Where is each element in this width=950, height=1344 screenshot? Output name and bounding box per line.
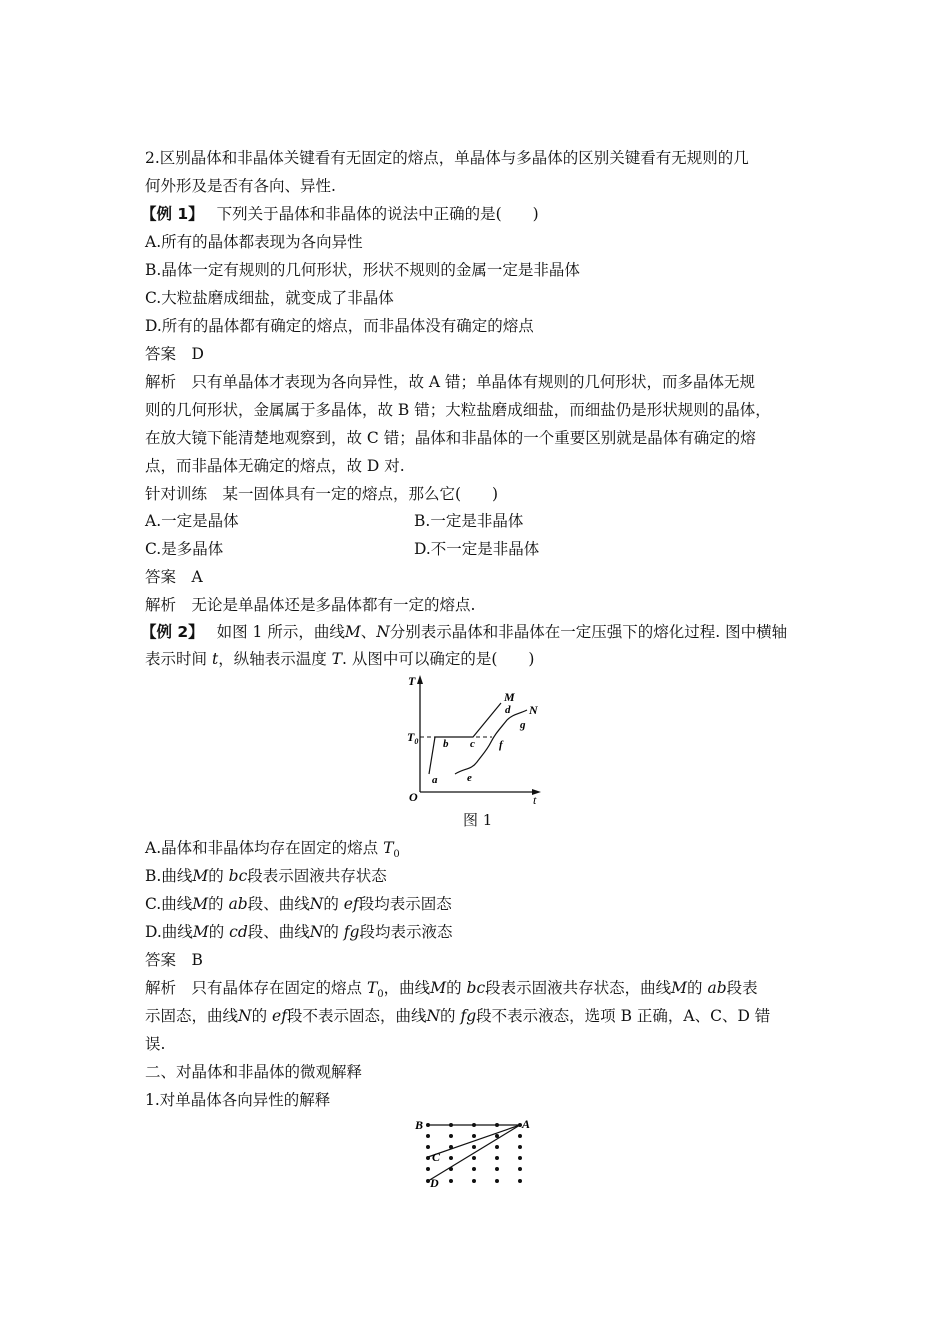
section-heading: 二、对晶体和非晶体的微观解释 xyxy=(145,1063,363,1081)
label-C: C xyxy=(432,1150,441,1164)
option-a: A.一定是晶体 xyxy=(145,512,239,530)
text: 的 xyxy=(687,979,703,997)
text: 段表示固液共存状态 xyxy=(247,867,387,885)
symbol: N xyxy=(309,923,324,941)
text: 的 xyxy=(208,923,225,941)
text: 的 xyxy=(446,979,462,997)
lattice-dot xyxy=(495,1156,499,1160)
text: C.曲线 xyxy=(145,895,193,913)
text: 示固态，曲线 xyxy=(145,1007,239,1025)
example1-question xyxy=(141,204,539,224)
lattice-dot xyxy=(449,1156,453,1160)
training-question: 针对训练 某一固体具有一定的熔点，那么它( ) xyxy=(145,485,499,503)
label-g: g xyxy=(520,719,526,731)
symbol: ef xyxy=(343,895,359,913)
answer: 答案 B xyxy=(145,951,203,969)
analysis-line: 解析 只有单晶体才表现为各向异性，故 A 错；单晶体有规则的几何形状，而多晶体无规 xyxy=(145,373,756,391)
label-M: M xyxy=(504,690,515,704)
y-axis-arrow xyxy=(417,675,423,684)
symbol: M xyxy=(192,923,209,941)
text: A.晶体和非晶体均存在固定的熔点 xyxy=(145,839,379,857)
text: 、 xyxy=(360,623,377,641)
paragraph-line: 2.区别晶体和非晶体关键看有无固定的熔点，单晶体与多晶体的区别关键看有无规则的几 xyxy=(145,149,749,167)
text: 段、曲线 xyxy=(247,923,310,941)
answer: 答案 D xyxy=(145,345,204,363)
text: 段、曲线 xyxy=(247,895,310,913)
symbol: N xyxy=(426,1007,441,1025)
curve-n-label: N xyxy=(376,623,390,641)
option-a: A.所有的晶体都表现为各向异性 xyxy=(145,233,363,251)
text: 表示时间 xyxy=(145,650,208,668)
symbol: ab xyxy=(228,895,248,913)
temperature-symbol: T xyxy=(331,650,342,668)
lattice-dot xyxy=(472,1145,476,1149)
option-b: B.一定是非晶体 xyxy=(414,512,524,530)
curve-m xyxy=(429,703,501,774)
text: ，纵轴表示温度 xyxy=(218,650,327,668)
line-c-a xyxy=(428,1125,520,1157)
answer: 答案 A xyxy=(145,568,203,586)
option-b xyxy=(145,866,387,886)
text: 段不表示固态，曲线 xyxy=(286,1007,427,1025)
lattice-dot xyxy=(518,1156,522,1160)
lattice-dot xyxy=(472,1167,476,1171)
text: B.曲线 xyxy=(145,867,193,885)
t0-subscript: 0 xyxy=(414,737,419,746)
symbol: bc xyxy=(466,979,486,997)
lattice-dot xyxy=(426,1134,430,1138)
symbol: N xyxy=(309,895,324,913)
symbol: M xyxy=(192,867,209,885)
symbol: M xyxy=(430,979,447,997)
lattice-dot xyxy=(518,1134,522,1138)
text: 分别表示晶体和非晶体在一定压强下的熔化过程. 图中横轴 xyxy=(389,623,788,641)
symbol: fg xyxy=(460,1007,477,1025)
text: . 从图中可以确定的是( ) xyxy=(341,650,535,668)
lattice-dot xyxy=(518,1179,522,1183)
line-d-a xyxy=(428,1125,520,1181)
symbol: N xyxy=(238,1007,252,1025)
label-f: f xyxy=(499,739,503,751)
axis-label-T: T xyxy=(408,674,416,688)
label-B: B xyxy=(415,1118,424,1132)
symbol: T xyxy=(366,979,378,997)
analysis-line: 误. xyxy=(145,1035,166,1053)
question-text: 下列关于晶体和非晶体的说法中正确的是( ) xyxy=(216,205,539,223)
text: ，曲线 xyxy=(383,979,431,997)
label-c: c xyxy=(470,738,475,750)
text: 段不表示液态，选项 B 正确，A、C、D 错 xyxy=(476,1007,771,1025)
text: 的 xyxy=(440,1007,456,1025)
paragraph-line: 何外形及是否有各向、异性. xyxy=(145,177,336,195)
lattice-dot xyxy=(495,1134,499,1138)
option-d: D.所有的晶体都有确定的熔点，而非晶体没有确定的熔点 xyxy=(145,317,534,335)
label-A: A xyxy=(522,1117,531,1131)
analysis-line xyxy=(145,1006,770,1026)
text: 解析 只有晶体存在固定的熔点 xyxy=(145,979,363,997)
lattice-figure xyxy=(410,1112,540,1192)
lattice-dot xyxy=(449,1134,453,1138)
analysis-line: 点，而非晶体无确定的熔点，故 D 对. xyxy=(145,457,405,475)
symbol: bc xyxy=(228,867,248,885)
text: 的 xyxy=(251,1007,268,1025)
text: 的 xyxy=(208,867,224,885)
curve-m-label: M xyxy=(344,623,361,641)
example-tag: 【例 2】 xyxy=(141,623,204,641)
t0-label xyxy=(407,730,418,746)
label-d: d xyxy=(505,704,511,716)
lattice-dot xyxy=(472,1156,476,1160)
label-a: a xyxy=(432,774,438,786)
melting-curve-figure xyxy=(395,670,555,810)
text: 如图 1 所示，曲线 xyxy=(216,623,345,641)
lattice-dot xyxy=(472,1179,476,1183)
figure-caption: 图 1 xyxy=(463,811,493,829)
axis-label-t: t xyxy=(533,793,537,807)
text: 的 xyxy=(323,923,339,941)
option-c xyxy=(145,894,452,914)
label-D: D xyxy=(430,1176,439,1190)
option-c: C.是多晶体 xyxy=(145,540,224,558)
option-d xyxy=(145,922,452,942)
example-tag: 【例 1】 xyxy=(141,205,204,223)
analysis-line: 解析 无论是单晶体还是多晶体都有一定的熔点. xyxy=(145,596,476,614)
label-b: b xyxy=(443,738,449,750)
t0-letter: T xyxy=(407,730,415,744)
label-e: e xyxy=(467,772,472,784)
lattice-dot xyxy=(449,1179,453,1183)
text: 段表 xyxy=(726,979,758,997)
text: 段均表示固态 xyxy=(358,895,452,913)
symbol: fg xyxy=(343,923,360,941)
lattice-dot xyxy=(495,1145,499,1149)
symbol: cd xyxy=(229,923,248,941)
t0-symbol: T xyxy=(383,839,394,857)
example2-question-line1 xyxy=(141,622,787,642)
option-a xyxy=(145,838,400,865)
analysis-line: 在放大镜下能清楚地观察到，故 C 错；晶体和非晶体的一个重要区别就是晶体有确定的熔 xyxy=(145,429,756,447)
subscript: 0 xyxy=(393,849,400,861)
text: D.曲线 xyxy=(145,923,193,941)
lattice-dot xyxy=(518,1167,522,1171)
time-symbol: t xyxy=(211,650,219,668)
text: 的 xyxy=(323,895,339,913)
label-N: N xyxy=(529,703,538,717)
lattice-dot xyxy=(472,1134,476,1138)
lattice-dot xyxy=(518,1145,522,1149)
text: 段表示固液共存状态，曲线 xyxy=(485,979,672,997)
option-d: D.不一定是非晶体 xyxy=(414,540,540,558)
text: 段均表示液态 xyxy=(359,923,453,941)
origin-label: O xyxy=(409,790,418,804)
subscript: 0 xyxy=(377,989,384,1001)
symbol: ef xyxy=(272,1007,287,1025)
symbol: M xyxy=(192,895,209,913)
option-b: B.晶体一定有规则的几何形状，形状不规则的金属一定是非晶体 xyxy=(145,261,580,279)
lattice-dot xyxy=(495,1179,499,1183)
option-c: C.大粒盐磨成细盐，就变成了非晶体 xyxy=(145,289,394,307)
lattice-dot xyxy=(426,1145,430,1149)
analysis-line: 则的几何形状，金属属于多晶体，故 B 错；大粒盐磨成细盐，而细盐仍是形状规则的晶体， xyxy=(145,401,771,419)
lattice-dot xyxy=(426,1167,430,1171)
example2-question-line2 xyxy=(145,649,534,669)
subsection-heading: 1.对单晶体各向异性的解释 xyxy=(145,1091,331,1109)
analysis-line xyxy=(145,978,758,1005)
symbol: ab xyxy=(707,979,727,997)
symbol: M xyxy=(671,979,688,997)
lattice-dot xyxy=(495,1167,499,1171)
curve-n xyxy=(455,710,527,774)
text: 的 xyxy=(208,895,224,913)
